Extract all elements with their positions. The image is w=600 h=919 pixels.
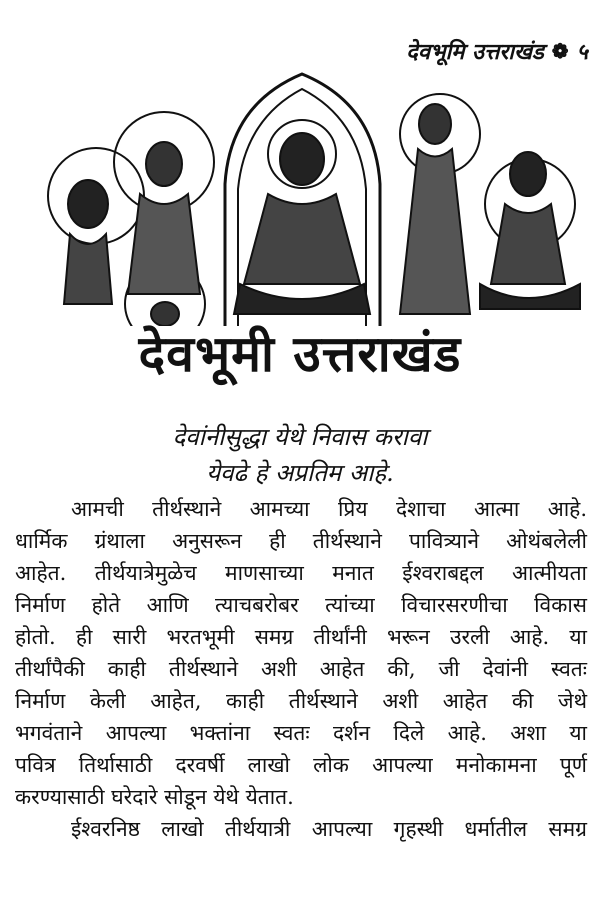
body-line: आहेत. तीर्थयात्रेमुळेच माणसाच्या मनात ईश्वराबद्दल आत्मीयता [15,561,587,585]
deities-illustration [40,64,585,326]
page-title: देवभूमी उत्तराखंड [138,325,462,383]
body-line: तीर्थांपैकी काही तीर्थस्थाने अशी आहेत की, जी देवांनी स्वतः [15,657,587,681]
flower-ornament-icon: ❁ [551,39,569,63]
body-line: भगवंताने आपल्या भक्तांना स्वतः दर्शन दिले आहे. अशा या [15,721,587,745]
body-line: निर्माण होते आणि त्याचबरोबर त्यांच्या विचारसरणीचा विकास [15,593,587,617]
body-line: होतो. ही सारी भरतभूमी समग्र तीर्थांनी भरून उरली आहे. या [15,625,587,649]
page-number: ५ [576,39,588,65]
body-line: निर्माण केली आहेत, काही तीर्थस्थाने अशी आहेत की जेथे [15,689,587,713]
body-line: धार्मिक ग्रंथाला अनुसरून ही तीर्थस्थाने पावित्र्याने ओथंबलेली [15,529,587,553]
body-line: ईश्वरनिष्ठ लाखो तीर्थयात्री आपल्या गृहस्थी धर्मातील समग्र [71,817,587,841]
body-line: आमची तीर्थस्थाने आमच्या प्रिय देशाचा आत्मा आहे. [71,497,587,521]
running-header [406,36,588,66]
subtitle-line-1: देवांनीसुद्धा येथे निवास करावा [172,423,428,451]
header-title: देवभूमि उत्तराखंड [406,39,544,65]
subtitle-line-2: येवढे हे अप्रतिम आहे. [206,459,394,487]
body-text [15,493,587,845]
body-line: पवित्र तिर्थासाठी दरवर्षी लाखो लोक आपल्या मनोकामना पूर्ण [15,753,587,777]
body-line: करण्यासाठी घरेदारे सोडून येथे येतात. [15,785,294,809]
